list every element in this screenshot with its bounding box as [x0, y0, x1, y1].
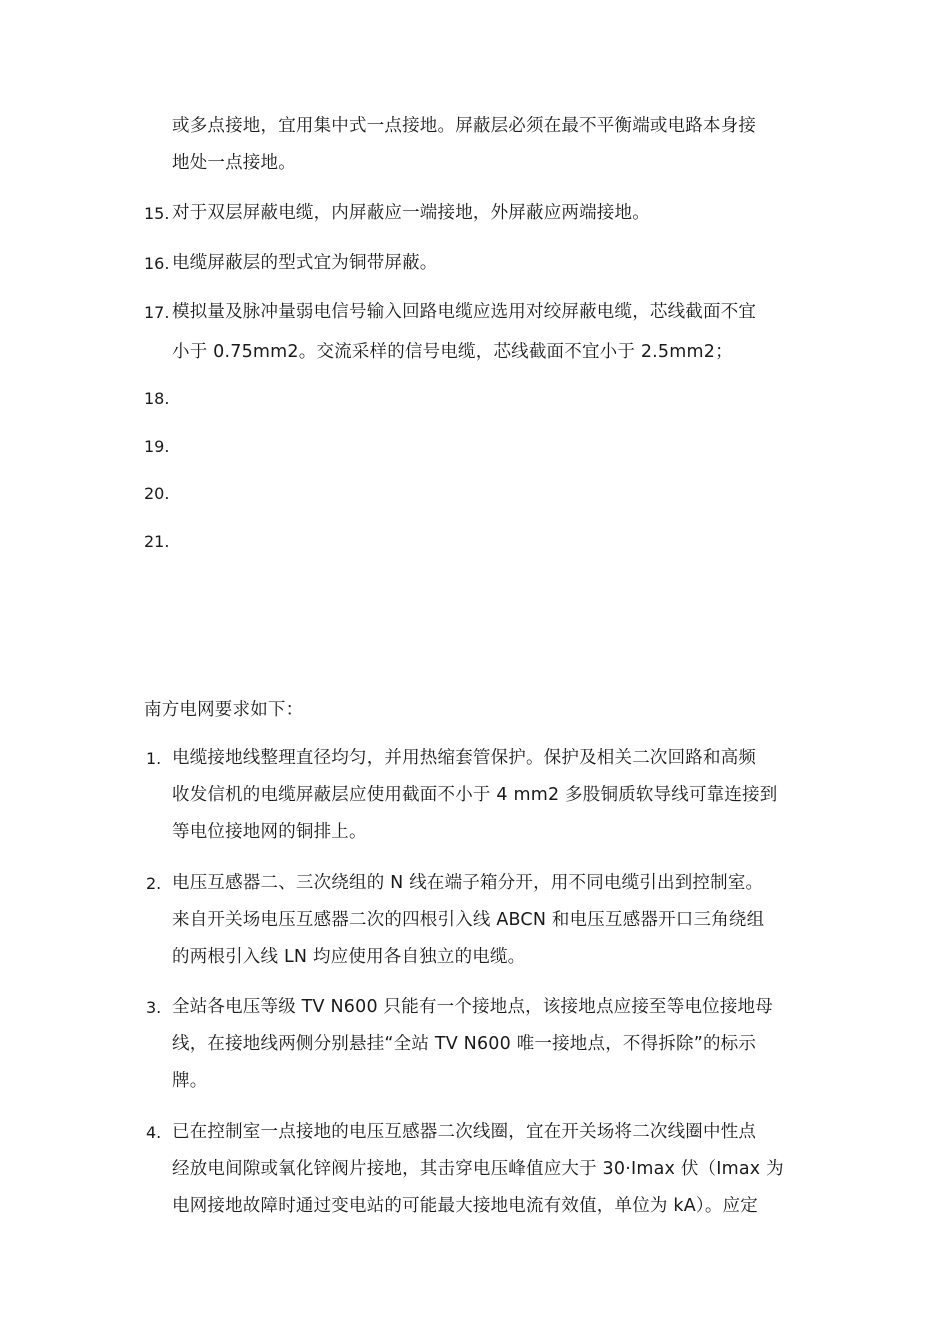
- section-heading: 南方电网要求如下：: [144, 700, 304, 720]
- list-number: 16.: [144, 254, 170, 273]
- list-number: 20.: [144, 484, 170, 503]
- list-item-text: 电缆屏蔽层的型式宜为铜带屏蔽。: [172, 253, 438, 273]
- list-item-text: 已在控制室一点接地的电压互感器二次线圈，宜在开关场将二次线圈中性点: [172, 1122, 757, 1142]
- list-item-text: 电压互感器二、三次绕组的 N 线在端子箱分开，用不同电缆引出到控制室。: [172, 873, 764, 893]
- list-number: 1.: [146, 749, 162, 768]
- list-item-text: 对于双层屏蔽电缆，内屏蔽应一端接地，外屏蔽应两端接地。: [172, 203, 650, 223]
- list-number: 3.: [146, 998, 162, 1017]
- list-item-text: 线，在接地线两侧分别悬挂“全站 TV N600 唯一接地点，不得拆除”的标示: [172, 1034, 757, 1054]
- list-item-text: 电网接地故障时通过变电站的可能最大接地电流有效值，单位为 kA）。应定: [172, 1196, 758, 1216]
- list-number: 4.: [146, 1123, 162, 1142]
- list-item-text: 牌。: [172, 1071, 208, 1091]
- list-item-text: 模拟量及脉冲量弱电信号输入回路电缆应选用对绞屏蔽电缆，芯线截面不宜: [172, 302, 757, 322]
- paragraph-line: 或多点接地，宜用集中式一点接地。屏蔽层必须在最不平衡端或电路本身接: [172, 116, 757, 136]
- list-item-text: 收发信机的电缆屏蔽层应使用截面不小于 4 mm2 多股铜质软导线可靠连接到: [172, 785, 778, 805]
- paragraph-line: 地处一点接地。: [172, 153, 296, 173]
- list-number: 18.: [144, 389, 170, 408]
- list-item-text: 全站各电压等级 TV N600 只能有一个接地点，该接地点应接至等电位接地母: [172, 997, 773, 1017]
- list-item-text: 等电位接地网的铜排上。: [172, 822, 367, 842]
- list-item-text: 经放电间隙或氧化锌阀片接地，其击穿电压峰值应大于 30·Imax 伏（Imax 为: [172, 1159, 784, 1179]
- list-number: 21.: [144, 532, 170, 551]
- list-number: 15.: [144, 204, 170, 223]
- list-number: 2.: [146, 874, 162, 893]
- list-item-text: 小于 0.75mm2。交流采样的信号电缆，芯线截面不宜小于 2.5mm2；: [172, 342, 733, 362]
- list-number: 19.: [144, 437, 170, 456]
- list-item-text: 电缆接地线整理直径均匀，并用热缩套管保护。保护及相关二次回路和高频: [172, 748, 757, 768]
- list-item-text: 来自开关场电压互感器二次的四根引入线 ABCN 和电压互感器开口三角绕组: [172, 910, 765, 930]
- list-number: 17.: [144, 303, 170, 322]
- list-item-text: 的两根引入线 LN 均应使用各自独立的电缆。: [172, 947, 526, 967]
